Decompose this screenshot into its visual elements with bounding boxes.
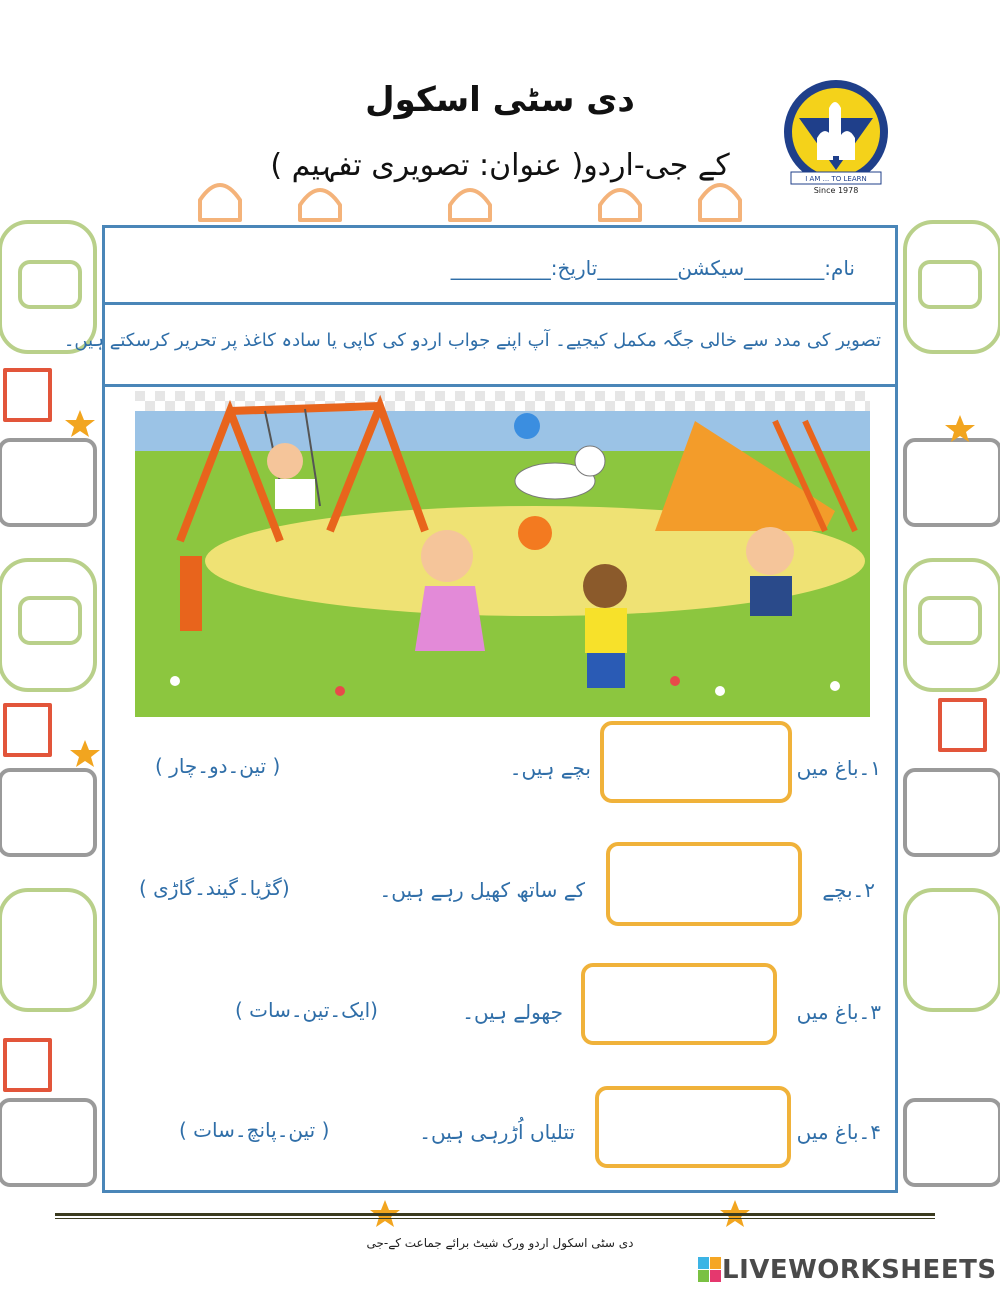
question-3-options: (ایک۔تین۔سات ) xyxy=(235,998,378,1022)
liveworksheets-text: LIVEWORKSHEETS xyxy=(722,1255,997,1285)
question-1-options: ( تین۔دو۔چار ) xyxy=(155,754,281,778)
footer-rule-thin xyxy=(55,1218,935,1219)
question-4-suffix: تتلیاں اُڑرہی ہیں۔ xyxy=(419,1120,575,1144)
answer-box-3[interactable] xyxy=(581,963,777,1045)
liveworksheets-brand[interactable] xyxy=(698,1256,997,1284)
worksheet-frame xyxy=(63,225,898,1193)
school-logo xyxy=(777,78,895,196)
logo-motto: I AM ... TO LEARN xyxy=(805,175,867,183)
question-1-suffix: بچے ہیں۔ xyxy=(509,756,591,780)
question-4-options: ( تین۔پانچ۔سات ) xyxy=(179,1118,330,1142)
divider xyxy=(105,302,895,305)
footer-rule xyxy=(55,1213,935,1216)
divider xyxy=(105,384,895,387)
question-4-prefix: ۴۔باغ میں xyxy=(796,1120,881,1144)
answer-box-1[interactable] xyxy=(600,721,792,803)
question-2-suffix: کے ساتھ کھیل رہے ہیں۔ xyxy=(379,878,585,902)
footer-text: دی سٹی اسکول اردو ورک شیٹ برائے جماعت کے-جی xyxy=(366,1236,634,1250)
question-2-options: (گڑیا۔گیند۔گاڑی ) xyxy=(139,876,290,900)
playground-picture xyxy=(135,391,870,717)
school-name: دی سٹی اسکول xyxy=(365,80,635,120)
subject-title: کے جی-اردو( عنوان: تصویری تفہیم ) xyxy=(270,148,730,183)
instruction-text: تصویر کی مدد سے خالی جگہ مکمل کیجیے۔ آپ اپنے جواب اردو کی کاپی یا سادہ کاغذ پر تحریر کرسکتے ہیں۔ xyxy=(63,330,881,351)
question-2-prefix: ۲۔بچے xyxy=(822,878,875,902)
answer-box-2[interactable] xyxy=(606,842,802,926)
logo-since: Since 1978 xyxy=(813,186,859,195)
question-1-prefix: ۱۔باغ میں xyxy=(796,756,881,780)
liveworksheets-logo-icon xyxy=(698,1257,722,1283)
question-3-prefix: ۳۔باغ میں xyxy=(796,1000,881,1024)
answer-box-4[interactable] xyxy=(595,1086,791,1168)
student-info-line: نام:________سیکشن________تاریخ:__________ xyxy=(450,256,855,280)
question-3-suffix: جھولے ہیں۔ xyxy=(462,1000,563,1024)
